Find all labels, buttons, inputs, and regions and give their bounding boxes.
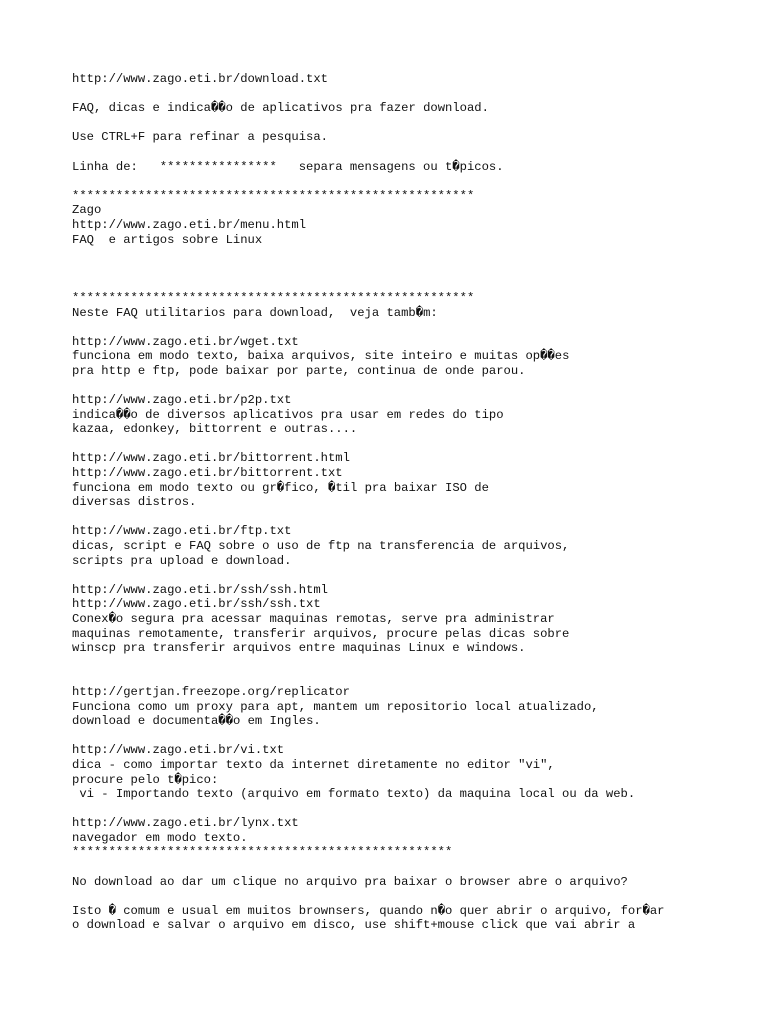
document-line: [72, 437, 762, 452]
document-line: Funciona como um proxy para apt, mantem um repositorio local atualizado,: [72, 699, 599, 714]
document-line: *******************************************************: [72, 290, 475, 305]
document-line: Neste FAQ utilitarios para download, veja tamb�m:: [72, 305, 438, 320]
document-line: http://www.zago.eti.br/download.txt: [72, 72, 328, 86]
document-line: *******************************************************: [72, 188, 475, 203]
document-line: diversas distros.: [72, 495, 197, 510]
document-line: [72, 262, 762, 277]
document-line: http://www.zago.eti.br/ftp.txt: [72, 524, 292, 539]
document-line: http://www.zago.eti.br/lynx.txt: [72, 816, 299, 831]
document-line: download e documenta��o em Ingles.: [72, 714, 321, 729]
document-line: FAQ, dicas e indica��o de aplicativos pra fazer download.: [72, 101, 489, 116]
document-line: [72, 860, 762, 875]
document-line: [72, 656, 762, 671]
document-line: winscp pra transferir arquivos entre maquinas Linux e windows.: [72, 641, 526, 656]
document-line: [72, 145, 762, 160]
document-line: navegador em modo texto.: [72, 830, 248, 845]
document-line: procure pelo t�pico:: [72, 772, 219, 787]
document-line: [72, 510, 762, 525]
document-line: Isto � comum e usual em muitos brownsers, quando n�o quer abrir o arquivo, for�ar: [72, 903, 665, 918]
document-line: maquinas remotamente, transferir arquivos, procure pelas dicas sobre: [72, 626, 570, 641]
document-line: kazaa, edonkey, bittorrent e outras....: [72, 422, 358, 437]
document-line: [72, 802, 762, 817]
document-line: http://www.zago.eti.br/menu.html: [72, 217, 307, 232]
document-line: o download e salvar o arquivo em disco, use shift+mouse click que vai abrir a: [72, 918, 636, 933]
document-line: scripts pra upload e download.: [72, 553, 292, 568]
document-line: No download ao dar um clique no arquivo pra baixar o browser abre o arquivo?: [72, 874, 628, 889]
document-line: [72, 247, 762, 262]
document-line: http://www.zago.eti.br/bittorrent.html: [72, 451, 350, 466]
document-line: [72, 87, 762, 102]
document-line: http://www.zago.eti.br/bittorrent.txt: [72, 466, 343, 481]
document-line: http://www.zago.eti.br/wget.txt: [72, 334, 299, 349]
document-line: funciona em modo texto, baixa arquivos, site inteiro e muitas op��es: [72, 349, 570, 364]
document-line: http://www.zago.eti.br/p2p.txt: [72, 393, 292, 408]
document-line: [72, 729, 762, 744]
document-line: http://www.zago.eti.br/ssh/ssh.txt: [72, 597, 321, 612]
document-line: [72, 670, 762, 685]
document-line: Use CTRL+F para refinar a pesquisa.: [72, 130, 328, 145]
document-line: [72, 174, 762, 189]
document-line: FAQ e artigos sobre Linux: [72, 232, 263, 247]
document-line: Linha de: **************** separa mensagens ou t�picos.: [72, 159, 504, 174]
document-line: [72, 276, 762, 291]
document-line: Conex�o segura pra acessar maquinas remotas, serve pra administrar: [72, 611, 555, 626]
document-line: Zago: [72, 203, 102, 218]
document-line: funciona em modo texto ou gr�fico, �til pra baixar ISO de: [72, 480, 489, 495]
document-line: [72, 378, 762, 393]
document-line: indica��o de diversos aplicativos pra usar em redes do tipo: [72, 407, 504, 422]
document-line: http://www.zago.eti.br/vi.txt: [72, 743, 285, 758]
document-line: vi - Importando texto (arquivo em formato texto) da maquina local ou da web.: [72, 787, 636, 802]
document-line: http://www.zago.eti.br/ssh/ssh.html: [72, 582, 328, 597]
text-document: [72, 72, 762, 933]
document-line: [72, 889, 762, 904]
document-line: [72, 320, 762, 335]
document-line: dica - como importar texto da internet diretamente no editor "vi",: [72, 757, 555, 772]
document-line: pra http e ftp, pode baixar por parte, continua de onde parou.: [72, 363, 526, 378]
document-line: [72, 568, 762, 583]
document-line: dicas, script e FAQ sobre o uso de ftp na transferencia de arquivos,: [72, 539, 570, 553]
document-line: ****************************************************: [72, 845, 453, 860]
document-line: http://gertjan.freezope.org/replicator: [72, 684, 350, 699]
document-line: [72, 116, 762, 131]
